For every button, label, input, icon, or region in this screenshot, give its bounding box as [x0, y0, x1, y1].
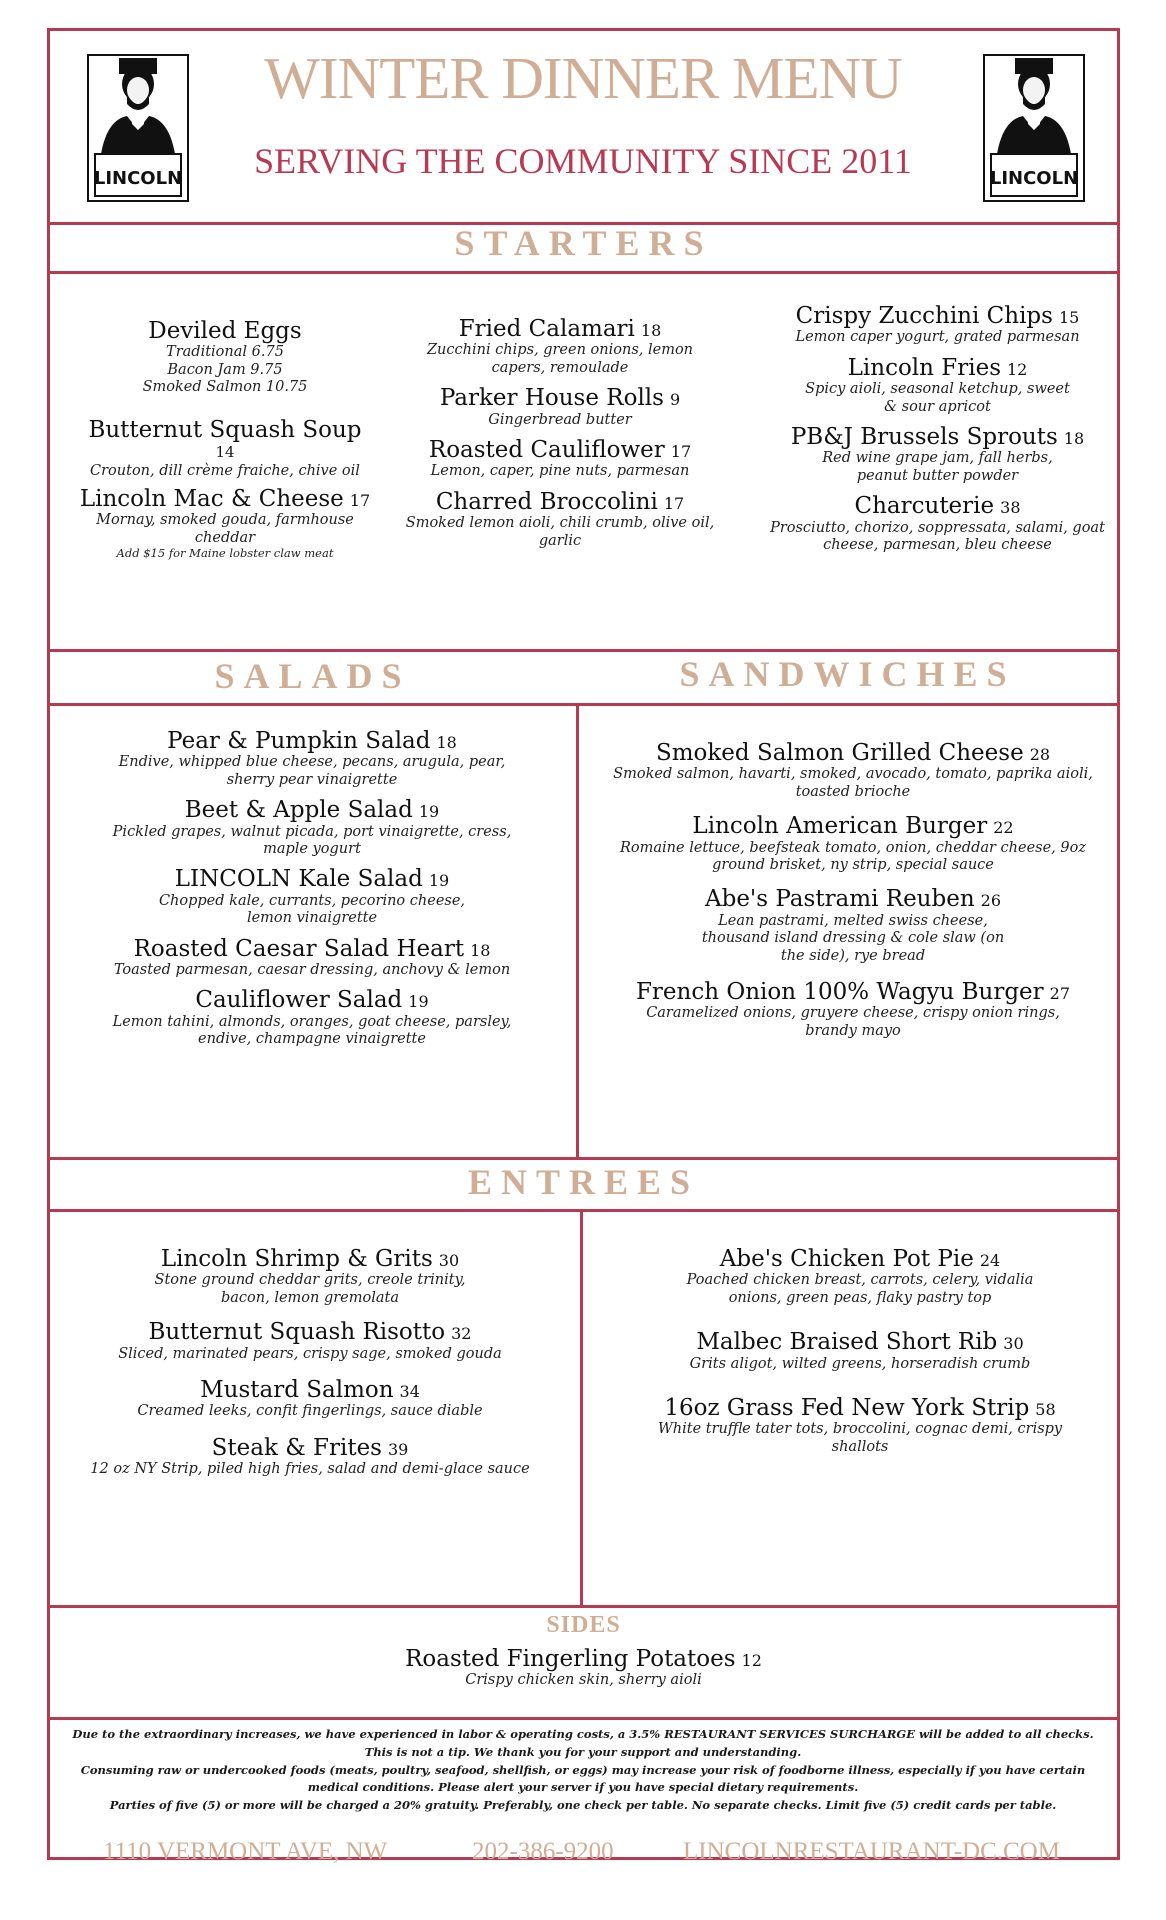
- starters-col-2: [400, 316, 720, 550]
- item-name: Abe's Chicken Pot Pie: [719, 1246, 974, 1272]
- menu-item: [65, 318, 385, 397]
- menu-item: [70, 1319, 550, 1363]
- item-name: Roasted Caesar Salad Heart: [133, 935, 465, 962]
- item-description: Chopped kale, currants, pecorino cheese, lemon vinaigrette: [158, 892, 466, 927]
- footer-phone[interactable]: 202-386-9200: [472, 1838, 614, 1865]
- menu-item: [400, 437, 720, 481]
- item-name: Butternut Squash Risotto: [148, 1319, 446, 1346]
- menu-item: [102, 728, 522, 789]
- footer-website[interactable]: LINCOLNRESTAURANT-DC.COM: [683, 1838, 1060, 1865]
- item-description: Mornay, smoked gouda, farmhouse cheddar: [96, 512, 354, 546]
- divider-entrees-bottom: [50, 1605, 1117, 1608]
- menu-item: [598, 740, 1108, 801]
- item-name: French Onion 100% Wagyu Burger: [635, 979, 1044, 1006]
- item-description: Creamed leeks, confit fingerlings, sauce diable: [137, 1403, 483, 1420]
- item-description: Crispy chicken skin, sherry aioli: [465, 1672, 702, 1689]
- item-description: 12 oz NY Strip, piled high fries, salad and demi-glace sauce: [90, 1461, 530, 1478]
- divider-starters-bottom: [50, 649, 1117, 652]
- starters-heading: STARTERS: [454, 223, 713, 263]
- item-description: Pickled grapes, walnut picada, port vinaigrette, cress, maple yogurt: [112, 823, 512, 858]
- item-price: 17: [349, 490, 371, 510]
- item-note: Add $15 for Maine lobster claw meat: [116, 546, 334, 561]
- menu-item: [760, 424, 1115, 485]
- item-description: Caramelized onions, gruyere cheese, crispy onion rings, brandy mayo: [646, 1005, 1060, 1039]
- item-price: 17: [670, 442, 692, 462]
- surcharge-notice: [50, 1726, 1116, 1815]
- item-name: Roasted Cauliflower: [428, 437, 665, 464]
- page-title: WINTER DINNER MENU: [264, 45, 902, 111]
- menu-item: [65, 486, 385, 561]
- item-price: 28: [1029, 745, 1051, 764]
- item-name: Cauliflower Salad: [195, 987, 403, 1014]
- item-price: 30: [438, 1251, 460, 1270]
- item-name: Smoked Salmon Grilled Cheese: [655, 740, 1024, 766]
- item-price: 19: [408, 992, 429, 1012]
- item-name: Deviled Eggs: [148, 318, 302, 344]
- footer-address: 1110 VERMONT AVE, NW: [103, 1838, 388, 1865]
- item-name: Fried Calamari: [458, 316, 635, 342]
- sides-heading: SIDES: [546, 1612, 621, 1638]
- menu-item: [400, 385, 720, 429]
- item-price: 24: [979, 1251, 1001, 1270]
- item-name: LINCOLN Kale Salad: [174, 866, 423, 893]
- item-description: Crouton, dill crème fraiche, chive oil: [90, 462, 360, 479]
- sandwiches-list: [598, 740, 1108, 1040]
- item-description: Smoked lemon aioli, chili crumb, olive oil, garlic: [405, 515, 715, 549]
- item-name: Malbec Braised Short Rib: [696, 1329, 998, 1356]
- item-price: 58: [1035, 1400, 1056, 1420]
- item-name: Steak & Frites: [211, 1434, 382, 1461]
- notice-line: Consuming raw or undercooked foods (meats, poultry, seafood, shellfish, or eggs) may increase your risk of foodborne illness, especially if you have certain: [80, 1762, 1086, 1777]
- item-name: Roasted Fingerling Potatoes: [405, 1646, 736, 1672]
- menu-item: [760, 493, 1115, 554]
- item-price: 18: [470, 940, 491, 960]
- item-price: 15: [1058, 308, 1080, 327]
- item-name: 16oz Grass Fed New York Strip: [664, 1395, 1030, 1422]
- item-name: Crispy Zucchini Chips: [795, 303, 1053, 329]
- notice-line: Parties of five (5) or more will be charged a 20% gratuity. Preferably, one check per table. No separate checks. Limit five (5) credit cards per table.: [109, 1798, 1057, 1813]
- item-price: 34: [399, 1382, 420, 1402]
- divider-sides-bottom: [50, 1717, 1117, 1720]
- item-price: 17: [663, 493, 685, 513]
- item-price: 12: [1007, 359, 1028, 379]
- item-name: Pear & Pumpkin Salad: [167, 728, 431, 754]
- item-name: Lincoln American Burger: [692, 813, 988, 840]
- salads-list: [102, 728, 522, 1049]
- item-price: 18: [640, 321, 662, 340]
- menu-item: [598, 979, 1108, 1040]
- salads-heading: SALADS: [214, 656, 411, 696]
- item-price: 12: [741, 1651, 762, 1670]
- item-description: Grits aligot, wilted greens, horseradish crumb: [689, 1355, 1031, 1372]
- menu-item: [70, 1435, 550, 1479]
- divider-entrees-head: [50, 1209, 1117, 1212]
- item-description: Toasted parmesan, caesar dressing, anchovy & lemon: [113, 962, 511, 979]
- menu-item: [598, 813, 1108, 874]
- entrees-left: [70, 1246, 550, 1479]
- item-price: 39: [387, 1439, 409, 1459]
- menu-item: [620, 1395, 1100, 1456]
- menu-item: [102, 936, 522, 980]
- item-description: Prosciutto, chorizo, soppressata, salami, goat cheese, parmesan, bleu cheese: [770, 519, 1105, 554]
- item-description: Sliced, marinated pears, crispy sage, smoked gouda: [118, 1345, 502, 1362]
- svg-text:LINCOLN: LINCOLN: [93, 168, 183, 189]
- item-description: Stone ground cheddar grits, creole trinity, bacon, lemon gremolata: [154, 1272, 466, 1306]
- menu-item: [102, 797, 522, 858]
- menu-item: [65, 417, 385, 480]
- item-description: Spicy aioli, seasonal ketchup, sweet & sour apricot: [805, 381, 1070, 415]
- item-name: Abe's Pastrami Reuben: [704, 886, 975, 913]
- divider-salads-bottom: [50, 1157, 1117, 1160]
- item-name: Charcuterie: [854, 493, 995, 520]
- divider-salads-sandwiches: [576, 703, 579, 1160]
- item-description: Zucchini chips, green onions, lemon capers, remoulade: [426, 342, 694, 376]
- menu-item: [47, 1646, 1120, 1690]
- item-description: Lemon tahini, almonds, oranges, goat cheese, parsley, endive, champagne vinaigrette: [112, 1013, 512, 1048]
- menu-item: [102, 866, 522, 927]
- item-price: 27: [1049, 984, 1071, 1004]
- item-description: Smoked salmon, havarti, smoked, avocado, tomato, paprika aioli, toasted brioche: [613, 766, 1093, 800]
- menu-item: [70, 1377, 550, 1421]
- item-name: Lincoln Mac & Cheese: [79, 485, 344, 512]
- item-price: 19: [418, 802, 440, 822]
- item-description: Lemon, caper, pine nuts, parmesan: [430, 463, 690, 480]
- notice-line: This is not a tip. We thank you for your support and understanding.: [364, 1744, 802, 1759]
- item-price-line: Traditional 6.75: [166, 344, 284, 361]
- item-price-line: Smoked Salmon 10.75: [142, 379, 308, 396]
- divider-entrees: [580, 1209, 583, 1608]
- starters-col-1: [65, 318, 385, 561]
- menu-item: [400, 489, 720, 550]
- item-price: 14: [215, 443, 235, 462]
- entrees-right: [620, 1246, 1100, 1456]
- menu-item: [400, 316, 720, 377]
- menu-item: [102, 987, 522, 1048]
- item-price: 30: [1003, 1334, 1024, 1354]
- item-name: Mustard Salmon: [200, 1377, 394, 1404]
- starters-col-3: [760, 303, 1115, 554]
- divider-salads-head: [50, 703, 1117, 706]
- menu-item: [598, 886, 1108, 965]
- svg-text:LINCOLN: LINCOLN: [989, 168, 1079, 189]
- item-price: 18: [436, 733, 457, 752]
- item-price: 19: [428, 871, 450, 891]
- item-description: Lemon caper yogurt, grated parmesan: [795, 329, 1080, 346]
- item-price: 9: [669, 390, 681, 410]
- item-name: Lincoln Fries: [847, 354, 1001, 381]
- item-description: Romaine lettuce, beefsteak tomato, onion, cheddar cheese, 9oz ground brisket, ny strip, special sauce: [619, 839, 1086, 874]
- item-description: White truffle tater tots, broccolini, cognac demi, crispy shallots: [657, 1421, 1063, 1455]
- item-price: 18: [1063, 429, 1085, 449]
- item-name: Parker House Rolls: [439, 385, 664, 412]
- divider-starters-head: [50, 271, 1117, 274]
- item-description: Poached chicken breast, carrots, celery, vidalia onions, green peas, flaky pastry top: [686, 1272, 1034, 1306]
- item-name: Butternut Squash Soup: [88, 416, 362, 443]
- menu-item: [70, 1246, 550, 1307]
- item-name: PB&J Brussels Sprouts: [790, 424, 1058, 451]
- menu-item: [760, 303, 1115, 347]
- item-price: 26: [980, 891, 1001, 911]
- item-name: Beet & Apple Salad: [184, 797, 413, 824]
- item-price: 38: [1000, 498, 1021, 518]
- item-description: Lean pastrami, melted swiss cheese, thousand island dressing & cole slaw (on the side), rye bread: [701, 912, 1005, 964]
- sides-list: [47, 1646, 1120, 1690]
- notice-line: medical conditions. Please alert your server if you have special dietary requirements.: [307, 1780, 859, 1795]
- page-subtitle: SERVING THE COMMUNITY SINCE 2011: [254, 141, 912, 181]
- item-price-line: Bacon Jam 9.75: [167, 361, 283, 378]
- item-name: Charred Broccolini: [435, 488, 658, 515]
- item-price: 22: [993, 818, 1014, 838]
- item-description: Endive, whipped blue cheese, pecans, arugula, pear, sherry pear vinaigrette: [118, 754, 506, 788]
- item-name: Lincoln Shrimp & Grits: [160, 1246, 433, 1272]
- sandwiches-heading: SANDWICHES: [679, 654, 1016, 694]
- item-description: Gingerbread butter: [488, 411, 632, 428]
- menu-item: [620, 1246, 1100, 1307]
- notice-line: Due to the extraordinary increases, we have experienced in labor & operating costs, a 3.5% RESTAURANT SERVICES SURCHARGE will be added to all checks.: [72, 1727, 1094, 1741]
- menu-item: [620, 1329, 1100, 1373]
- item-description: Red wine grape jam, fall herbs, peanut butter powder: [822, 450, 1053, 484]
- item-price: 32: [451, 1324, 472, 1344]
- entrees-heading: ENTREES: [467, 1162, 700, 1202]
- menu-item: [760, 355, 1115, 416]
